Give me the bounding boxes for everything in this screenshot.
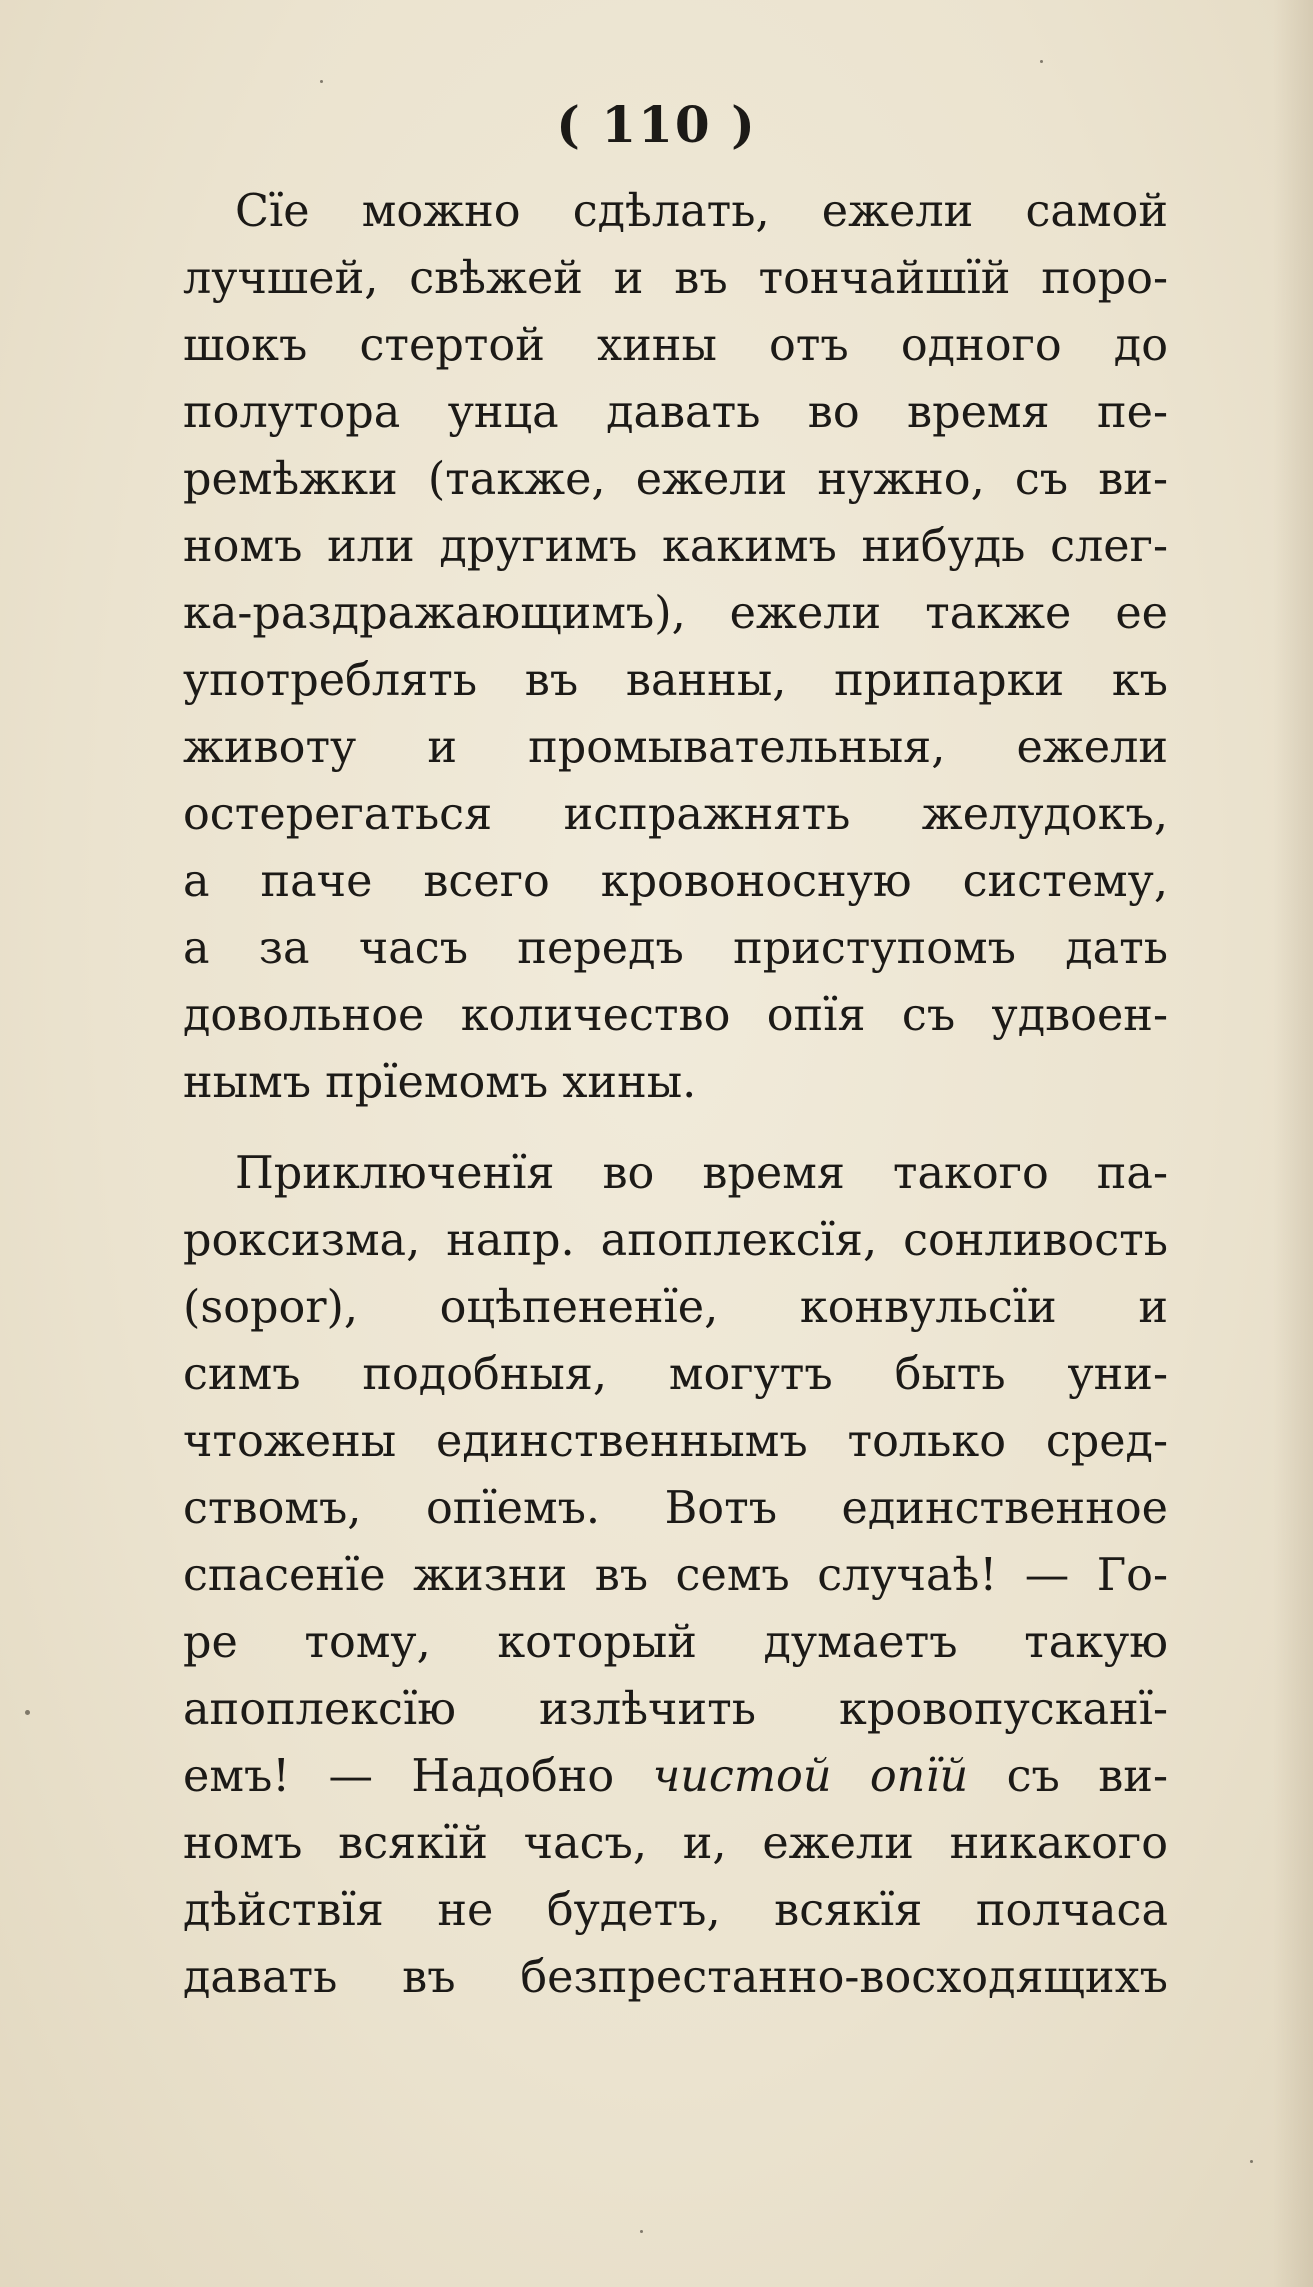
text-line: шокъ стертой хины отъ одного до <box>183 320 1168 371</box>
paper-speck <box>25 1710 30 1715</box>
text-line: лучшей, свѣжей и въ тончайшïй поро- <box>183 253 1168 304</box>
text-line: животу и промывательныя, ежели <box>183 722 1168 773</box>
paper-speck <box>640 2230 643 2233</box>
text-line: апоплексïю излѣчить кровопусканï- <box>183 1684 1168 1735</box>
paragraph-gap <box>183 1116 1168 1140</box>
text-line: (sopor), оцѣпененïе, конвульсïи и <box>183 1282 1168 1333</box>
text-line: нымъ прïемомъ хины. <box>183 1057 697 1108</box>
text-line: симъ подобныя, могутъ быть уни- <box>183 1349 1168 1400</box>
text-line: остерегаться испражнять желудокъ, <box>183 789 1168 840</box>
text-line: Сïе можно сдѣлать, ежели самой <box>235 186 1168 237</box>
text-line: употреблять въ ванны, припарки къ <box>183 655 1168 706</box>
paper-speck <box>320 80 323 83</box>
page-number: ( 110 ) <box>556 95 757 154</box>
page-body <box>183 178 1168 2011</box>
paper-speck <box>1040 60 1043 63</box>
page-edge-shadow <box>1273 0 1313 2287</box>
text-line: роксизма, напр. апоплексïя, сонливость <box>183 1215 1168 1266</box>
paper-speck <box>1250 2160 1253 2163</box>
text-line: дѣйствïя не будетъ, всякïя полчаса <box>183 1885 1168 1936</box>
text-line: давать въ безпрестанно-восходящихъ <box>183 1952 1168 2003</box>
text-segment: емъ! — Надобно <box>183 1751 653 1802</box>
text-line: а паче всего кровоносную систему, <box>183 856 1168 907</box>
text-line: номъ всякïй часъ, и, ежели никакого <box>183 1818 1168 1869</box>
text-line: Приключенïя во время такого па- <box>235 1148 1168 1199</box>
text-line: спасенïе жизни въ семъ случаѣ! — Го- <box>183 1550 1168 1601</box>
text-line: ре тому, который думаетъ такую <box>183 1617 1168 1668</box>
text-line-mixed <box>183 1743 1168 1810</box>
text-line: ствомъ, опïемъ. Вотъ единственное <box>183 1483 1168 1534</box>
text-line: полутора унца давать во время пе- <box>183 387 1168 438</box>
text-line: довольное количество опïя съ удвоен- <box>183 990 1168 1041</box>
text-segment: съ ви- <box>968 1751 1168 1802</box>
text-line: чтожены единственнымъ только сред- <box>183 1416 1168 1467</box>
text-line: ка-раздражающимъ), ежели также ее <box>183 588 1168 639</box>
italic-emphasis: чистой опïй <box>652 1751 969 1802</box>
text-line: ремѣжки (также, ежели нужно, съ ви- <box>183 454 1168 505</box>
text-line: номъ или другимъ какимъ нибудь слег- <box>183 521 1168 572</box>
text-line: а за часъ передъ приступомъ дать <box>183 923 1168 974</box>
